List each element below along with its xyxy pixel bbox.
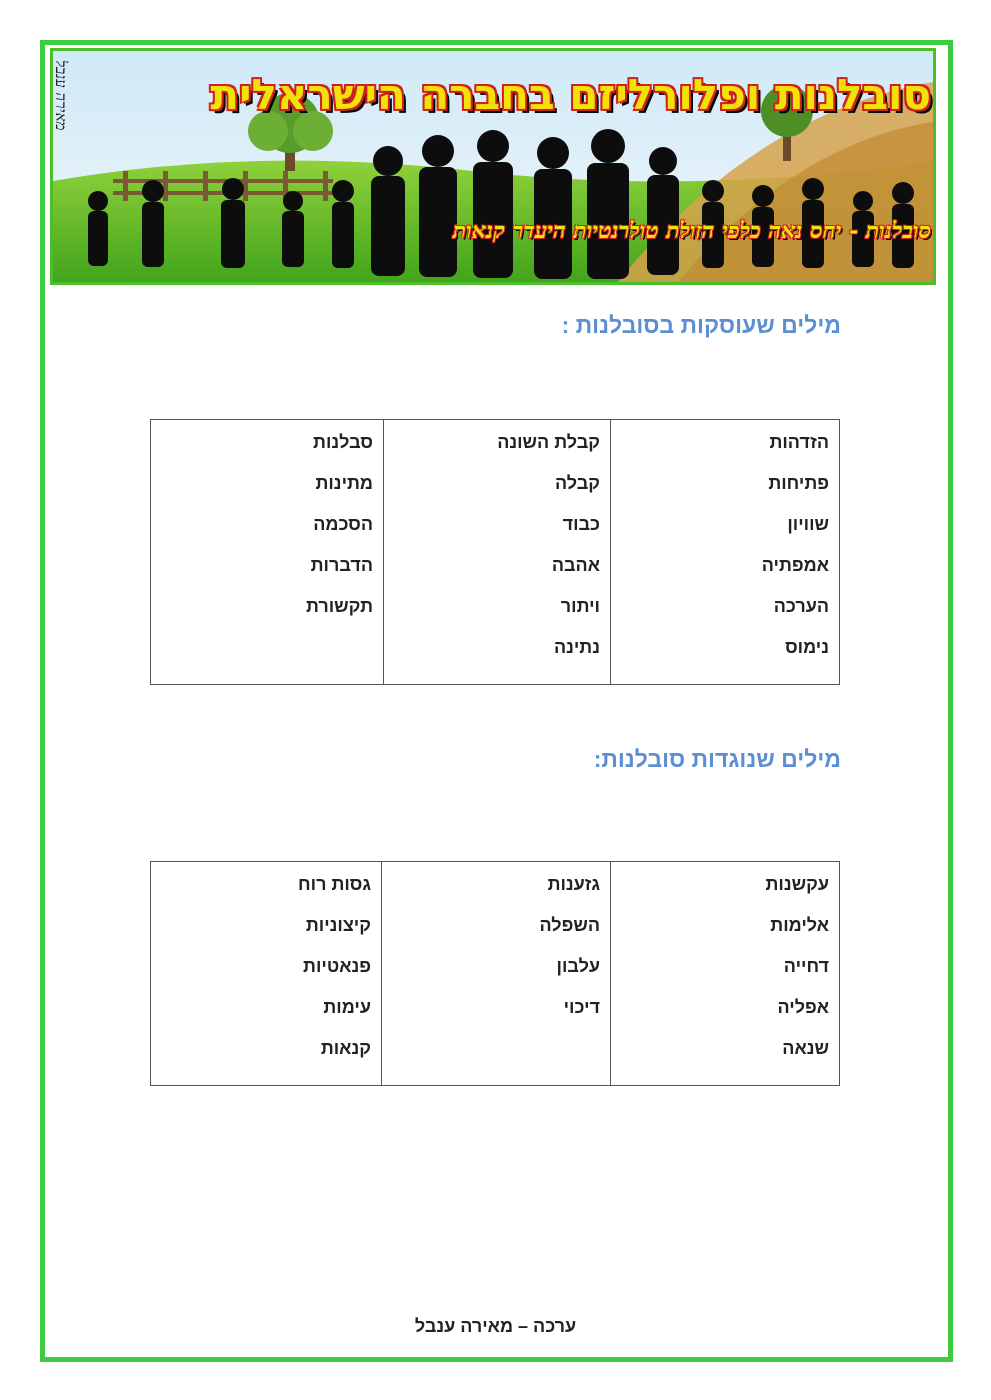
word-item: הדברות: [310, 555, 373, 575]
word-item: עקשנות: [765, 874, 829, 894]
word-item: עלבון: [556, 956, 600, 976]
word-item: אמפתיה: [761, 555, 829, 575]
section-heading-opposite-words: מילים שנוגדות סובלנות:: [593, 746, 841, 772]
section-heading-related-words: מילים שעוסקות בסובלנות :: [561, 312, 841, 338]
word-item: אלימות: [770, 915, 829, 935]
word-item: סבלנות: [313, 432, 373, 452]
table-column: [384, 420, 611, 685]
footer-credit: ערכה – מאירה ענבל: [414, 1316, 577, 1336]
word-item: קיצוניות: [305, 915, 371, 935]
word-item: גסות רוח: [298, 874, 371, 894]
word-item: תקשורת: [305, 596, 373, 616]
word-item: הסכמה: [313, 514, 373, 534]
word-item: דחייה: [783, 956, 829, 976]
word-item: השפלה: [539, 915, 600, 935]
word-item: עימות: [323, 997, 371, 1017]
word-item: אהבה: [551, 555, 600, 575]
word-item: ויתור: [560, 596, 600, 616]
word-item: הערכה: [773, 596, 829, 616]
word-item: דיכוי: [563, 997, 600, 1017]
word-item: קבלה: [554, 473, 600, 493]
banner-title: סובלנות ופלורליזם בחברה הישראלית: [210, 70, 931, 119]
word-item: הזדהות: [769, 432, 829, 452]
table-column: [611, 862, 840, 1086]
word-item: שוויון: [787, 514, 829, 534]
related-words-table: [150, 419, 840, 685]
word-item: פנאטיות: [303, 956, 371, 976]
word-item: נימוס: [785, 637, 829, 657]
word-item: נתינה: [553, 637, 600, 657]
word-item: שנאה: [782, 1038, 829, 1058]
table-column: [611, 420, 840, 685]
table-column: [151, 420, 384, 685]
table-column: [151, 862, 382, 1086]
banner-author-signature: מאירה ענבל: [52, 60, 70, 131]
table-column: [382, 862, 611, 1086]
word-item: גזענות: [547, 874, 600, 894]
word-item: קבלת השונה: [497, 432, 600, 452]
word-item: אפליה: [777, 997, 829, 1017]
opposite-words-table: [150, 861, 840, 1086]
word-item: פתיחות: [768, 473, 829, 493]
banner-subtitle: סובלנות - יחס נאה כלפי הזולת טולרנטיות היעדר קנאות: [452, 218, 931, 244]
word-item: כבוד: [562, 514, 600, 534]
word-item: קנאות: [320, 1038, 371, 1058]
word-item: מתינות: [315, 473, 373, 493]
